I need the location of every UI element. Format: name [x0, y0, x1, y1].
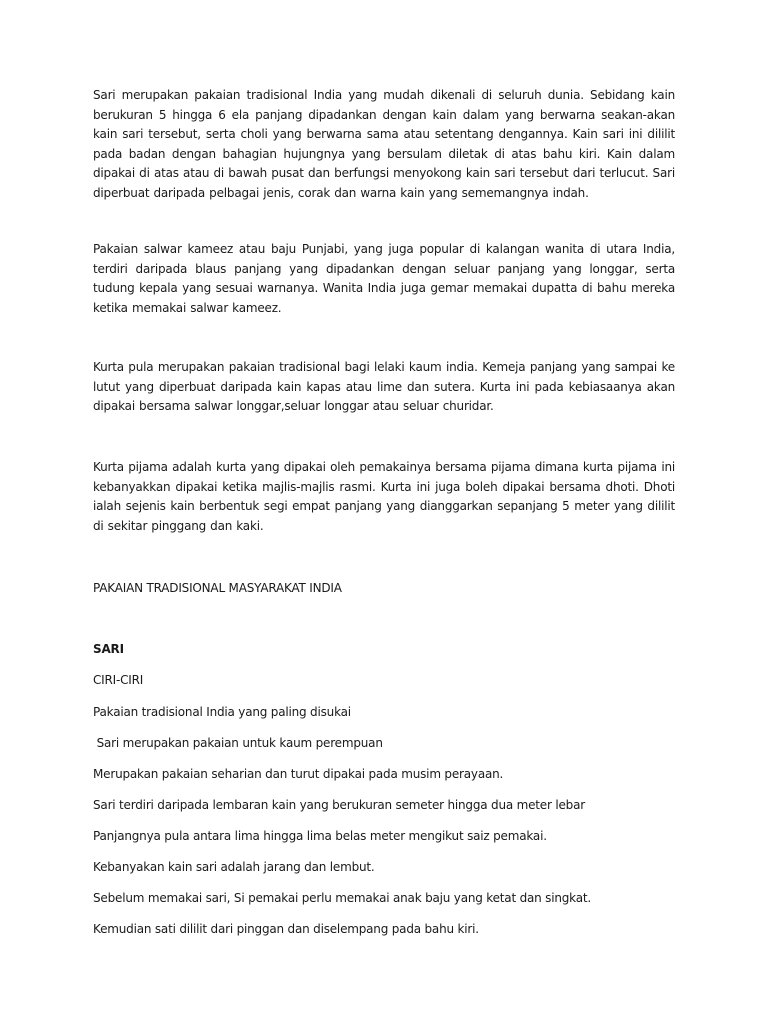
subheading: CIRI-CIRI [93, 673, 144, 687]
paragraph-sari: Sari merupakan pakaian tradisional India yang mudah dikenali di seluruh dunia. Sebidang kain berukuran 5 hingga 6 ela panjang dipadankan dengan kain dalam yang berwarna seakan-akan kain sari tersebut, serta choli yang berwarna sama atau setentang dengannya. Kain sari ini dililit pada badan dengan bahagian hujungnya yang bersulam diletak di atas bahu kiri. Kain dalam dipakai di atas atau di bawah pusat dan berfungsi menyokong kain sari tersebut dari terlucut. Sari diperbuat daripada pelbagai jenis, corak dan warna kain yang sememangnya indah. [93, 88, 675, 200]
paragraph-kurta-pijama: Kurta pijama adalah kurta yang dipakai oleh pemakainya bersama pijama dimana kurta pijama ini kebanyakkan dipakai ketika majlis-majlis rasmi. Kurta ini juga boleh dipakai bersama dhoti. Dhoti ialah sejenis kain berbentuk segi empat panjang yang dianggarkan sepanjang 5 meter yang dililit di sekitar pinggang dan kaki. [93, 460, 675, 533]
list-item: Merupakan pakaian seharian dan turut dipakai pada musim perayaan. [93, 767, 504, 781]
paragraph-salwar-kameez: Pakaian salwar kameez atau baju Punjabi, yang juga popular di kalangan wanita di utara India, terdiri daripada blaus panjang yang dipadankan dengan seluar panjang yang longgar, serta tudung kepala yang sesuai warnanya. Wanita India juga gemar memakai dupatta di bahu mereka ketika memakai salwar kameez. [93, 242, 675, 315]
paragraph-kurta: Kurta pula merupakan pakaian tradisional bagi lelaki kaum india. Kemeja panjang yang sampai ke lutut yang diperbuat daripada kain kapas atau lime dan sutera. Kurta ini pada kebiasaanya akan dipakai bersama salwar longgar,seluar longgar atau seluar churidar. [93, 360, 675, 413]
list-item: Panjangnya pula antara lima hingga lima belas meter mengikut saiz pemakai. [93, 829, 547, 843]
section-title: SARI [93, 642, 124, 656]
list-item: Kebanyakan kain sari adalah jarang dan lembut. [93, 860, 375, 874]
list-item: Pakaian tradisional India yang paling disukai [93, 705, 351, 719]
document-heading: PAKAIAN TRADISIONAL MASYARAKAT INDIA [93, 581, 342, 595]
list-item: Sari terdiri daripada lembaran kain yang berukuran semeter hingga dua meter lebar [93, 798, 585, 812]
list-item: Sebelum memakai sari, Si pemakai perlu memakai anak baju yang ketat dan singkat. [93, 891, 591, 905]
list-item: Sari merupakan pakaian untuk kaum perempuan [93, 736, 383, 750]
list-item: Kemudian sati dililit dari pinggan dan diselempang pada bahu kiri. [93, 922, 479, 936]
